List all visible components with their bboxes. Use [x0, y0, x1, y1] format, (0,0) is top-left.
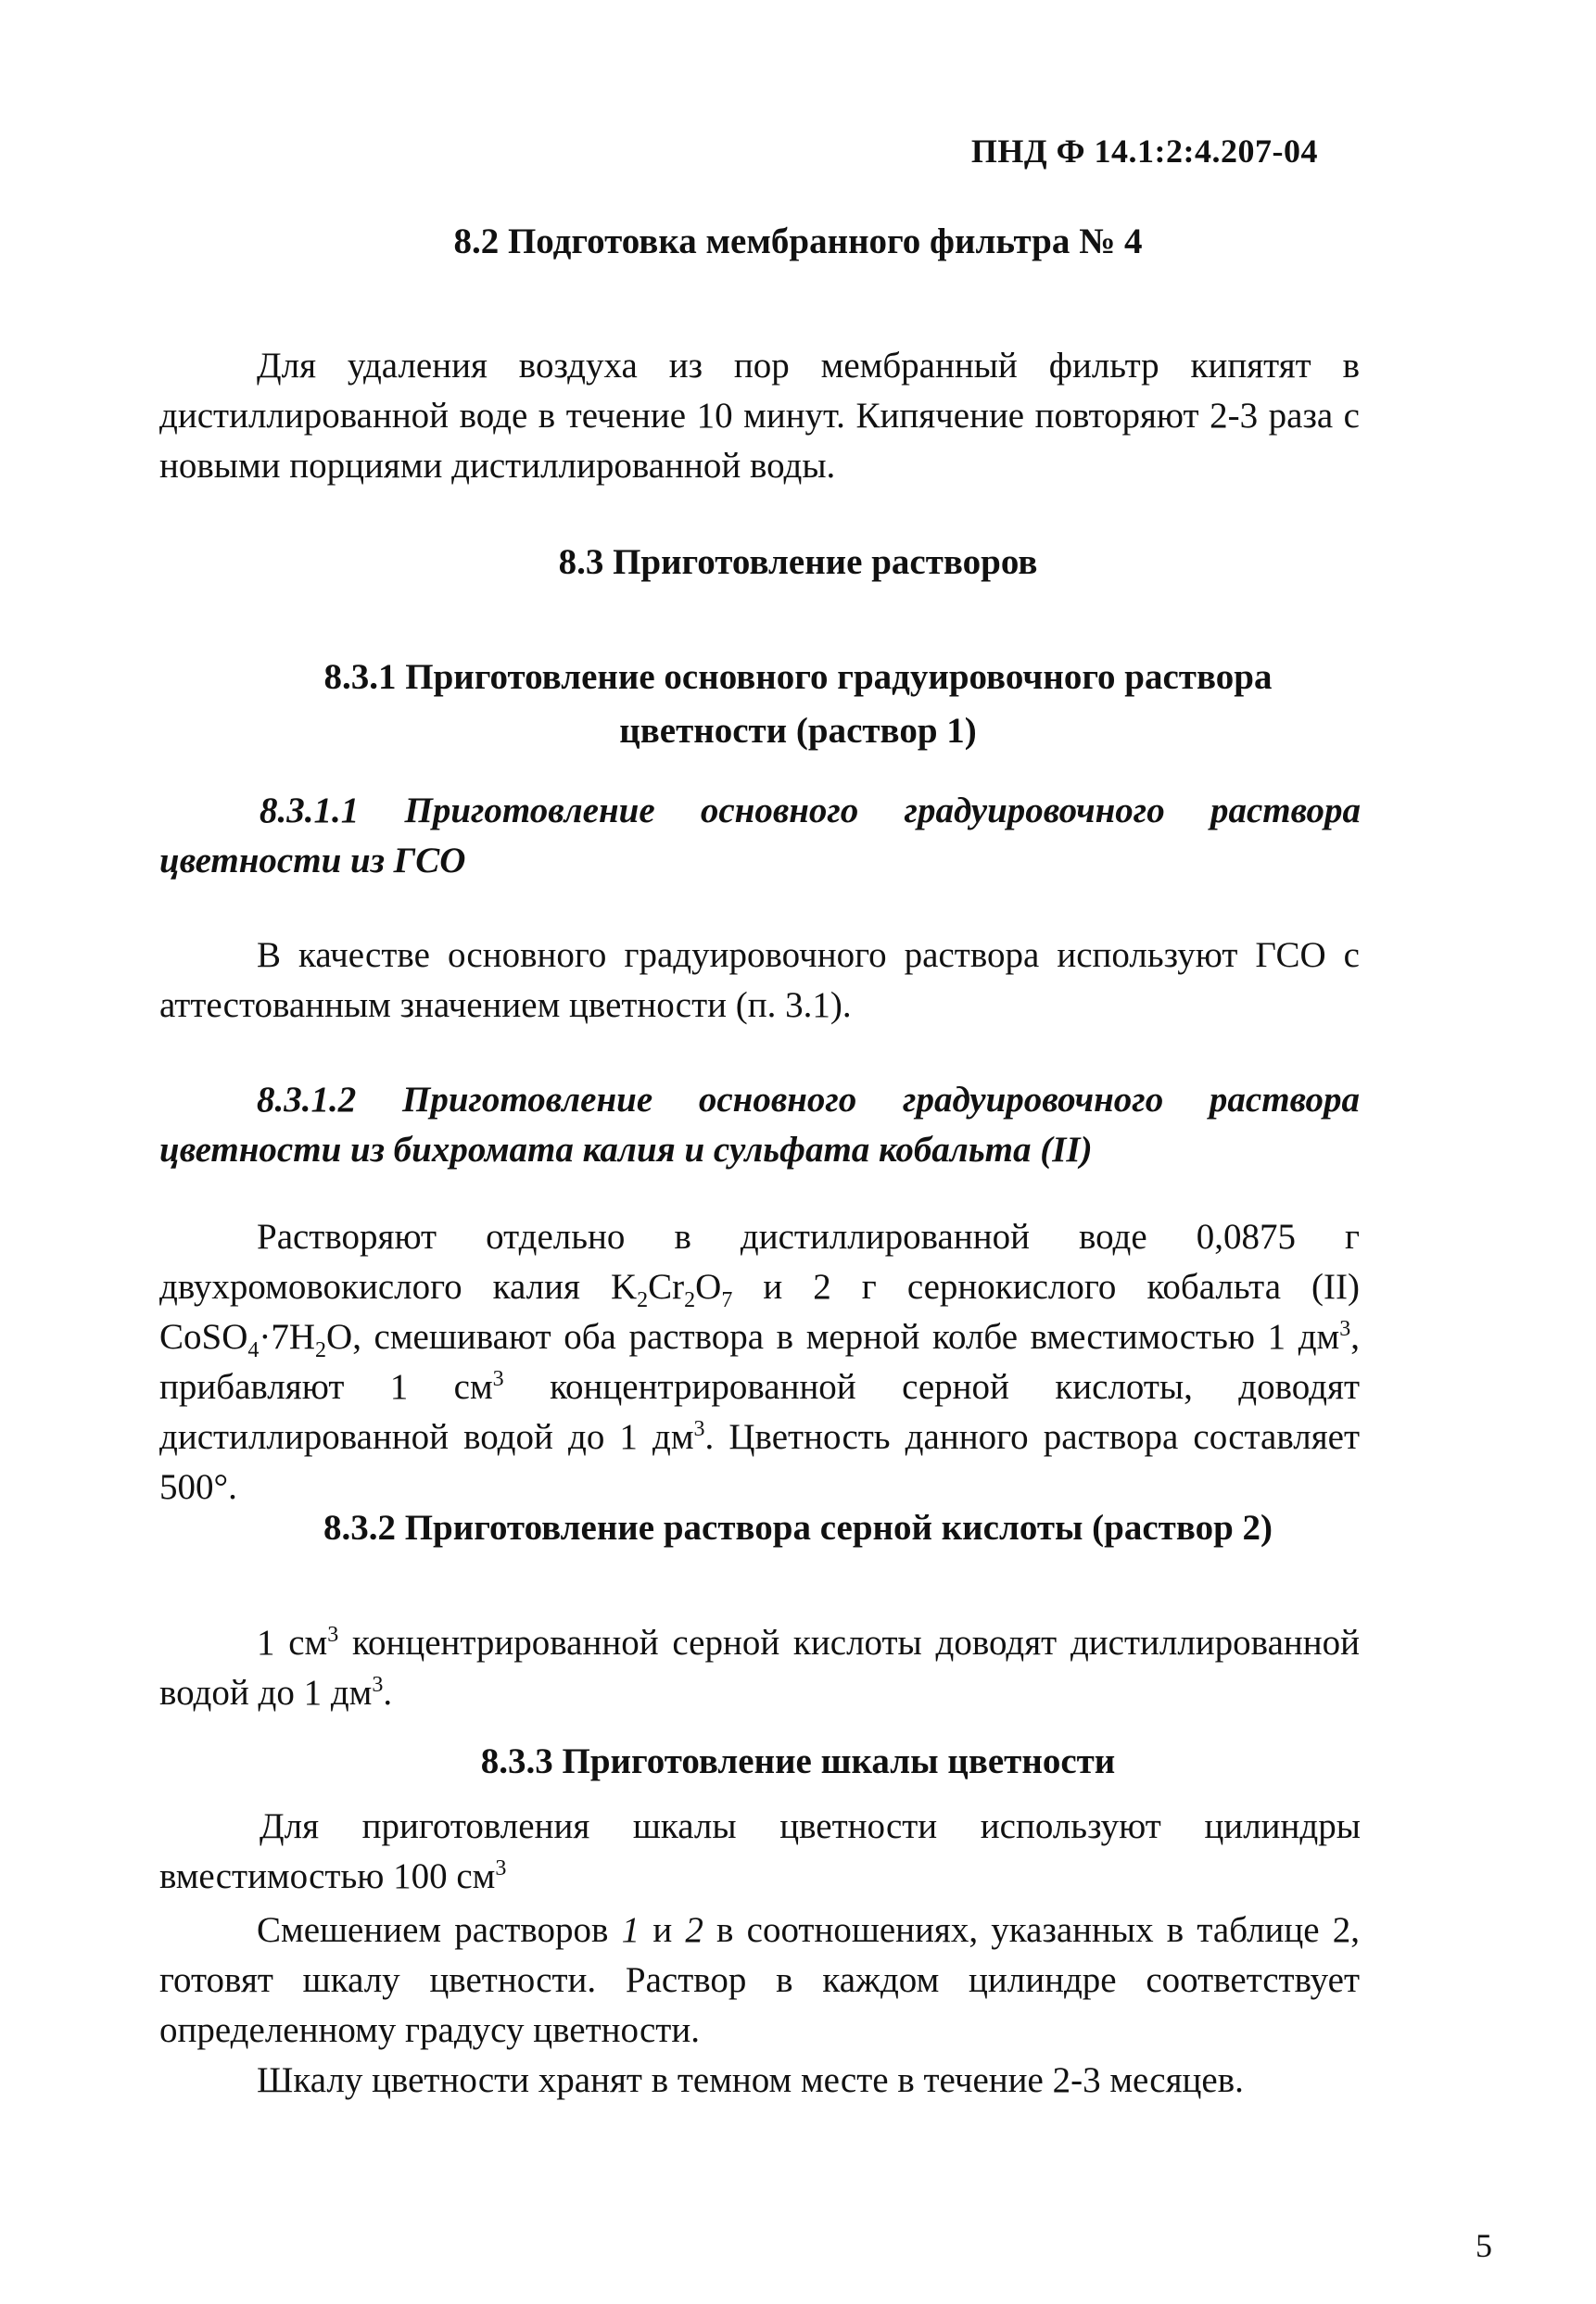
text-word: цветности: [779, 1806, 938, 1846]
section-8-3-2-heading: 8.3.2 Приготовление раствора серной кислоты (раствор 2): [323, 1508, 1273, 1548]
heading-word: раствора: [1210, 791, 1361, 830]
section-8-3-3-line2: вместимостью 100 $см^3$: [159, 1856, 507, 1896]
section-8-3-1-heading-line2: цветности (раствор 1): [619, 711, 977, 751]
section-8-3-2-paragraph: 1 $см^3$ концентрированной серной кислоты доводят дистиллированной водой до 1 $дм^3$.: [159, 1623, 1361, 1713]
section-8-3-1-1-paragraph: В качестве основного градуировочного раствора используют ГСО с аттестованным значением цветности (п. 3.1).: [159, 935, 1360, 1025]
page-number: 5: [1476, 2227, 1492, 2264]
section-8-3-1-heading: [0, 651, 1596, 758]
text-word: цилиндры: [1204, 1806, 1361, 1846]
heading-word: градуировочного: [904, 791, 1165, 830]
section-8-3-1-1-heading-line2: цветности из ГСО: [159, 841, 466, 880]
heading-word: Приготовление: [404, 791, 655, 830]
document-code: ПНД Ф 14.1:2:4.207-04: [970, 133, 1318, 170]
heading-word: основного: [700, 791, 859, 830]
section-8-3-3-paragraph-2: Смешением растворов 1 и 2 в соотношениях, указанных в таблице 2, готовят шкалу цветности. Раствор в каждом цилиндре соответствует определенному градусу цветности.: [159, 1910, 1361, 2050]
section-8-3-1-2-heading: 8.3.1.2 Приготовление основного градуировочного раствора цветности из бихромата калия и сульфата кобальта (II): [159, 1080, 1360, 1170]
text-word: приготовления: [361, 1806, 590, 1846]
text-word: шкалы: [632, 1806, 737, 1846]
section-8-3-1-1-heading-line1: [260, 790, 1361, 831]
text-word: используют: [980, 1806, 1161, 1846]
section-8-3-3-heading: 8.3.3 Приготовление шкалы цветности: [480, 1741, 1116, 1781]
section-8-3-1-2-paragraph: Растворяют отдельно в дистиллированной воде 0,0875 г двухромовокислого калия $K_2Cr_2O_7$ и 2 г сернокислого кобальта (II) $CoSO_4\cdot 7H_2O$, смешивают оба раствора в мерной колбе вместимостью 1 $дм^3$, прибавляют 1 $см^3$ концентрированной серной кислоты, доводят дистиллированной водой до 1 $дм^3$. Цветность данного раствора составляет 500°.: [159, 1217, 1360, 1507]
heading-word: 8.3.1.1: [260, 791, 360, 830]
section-8-3-3-line1: [260, 1805, 1361, 1847]
section-8-3-1-heading-line1: 8.3.1 Приготовление основного градуировочного раствора: [323, 657, 1273, 697]
section-8-2-heading: 8.2 Подготовка мембранного фильтра № 4: [453, 222, 1143, 261]
text-word: Для: [260, 1806, 320, 1846]
section-8-2-paragraph: Для удаления воздуха из пор мембранный фильтр кипятят в дистиллированной воде в течение 10 минут. Кипячение повторяют 2-3 раза с новыми порциями дистиллированной воды.: [159, 346, 1360, 486]
section-8-3-heading: 8.3 Приготовление растворов: [558, 542, 1038, 582]
section-8-3-3-paragraph-3: Шкалу цветности хранят в темном месте в течение 2-3 месяцев.: [257, 2060, 1244, 2100]
